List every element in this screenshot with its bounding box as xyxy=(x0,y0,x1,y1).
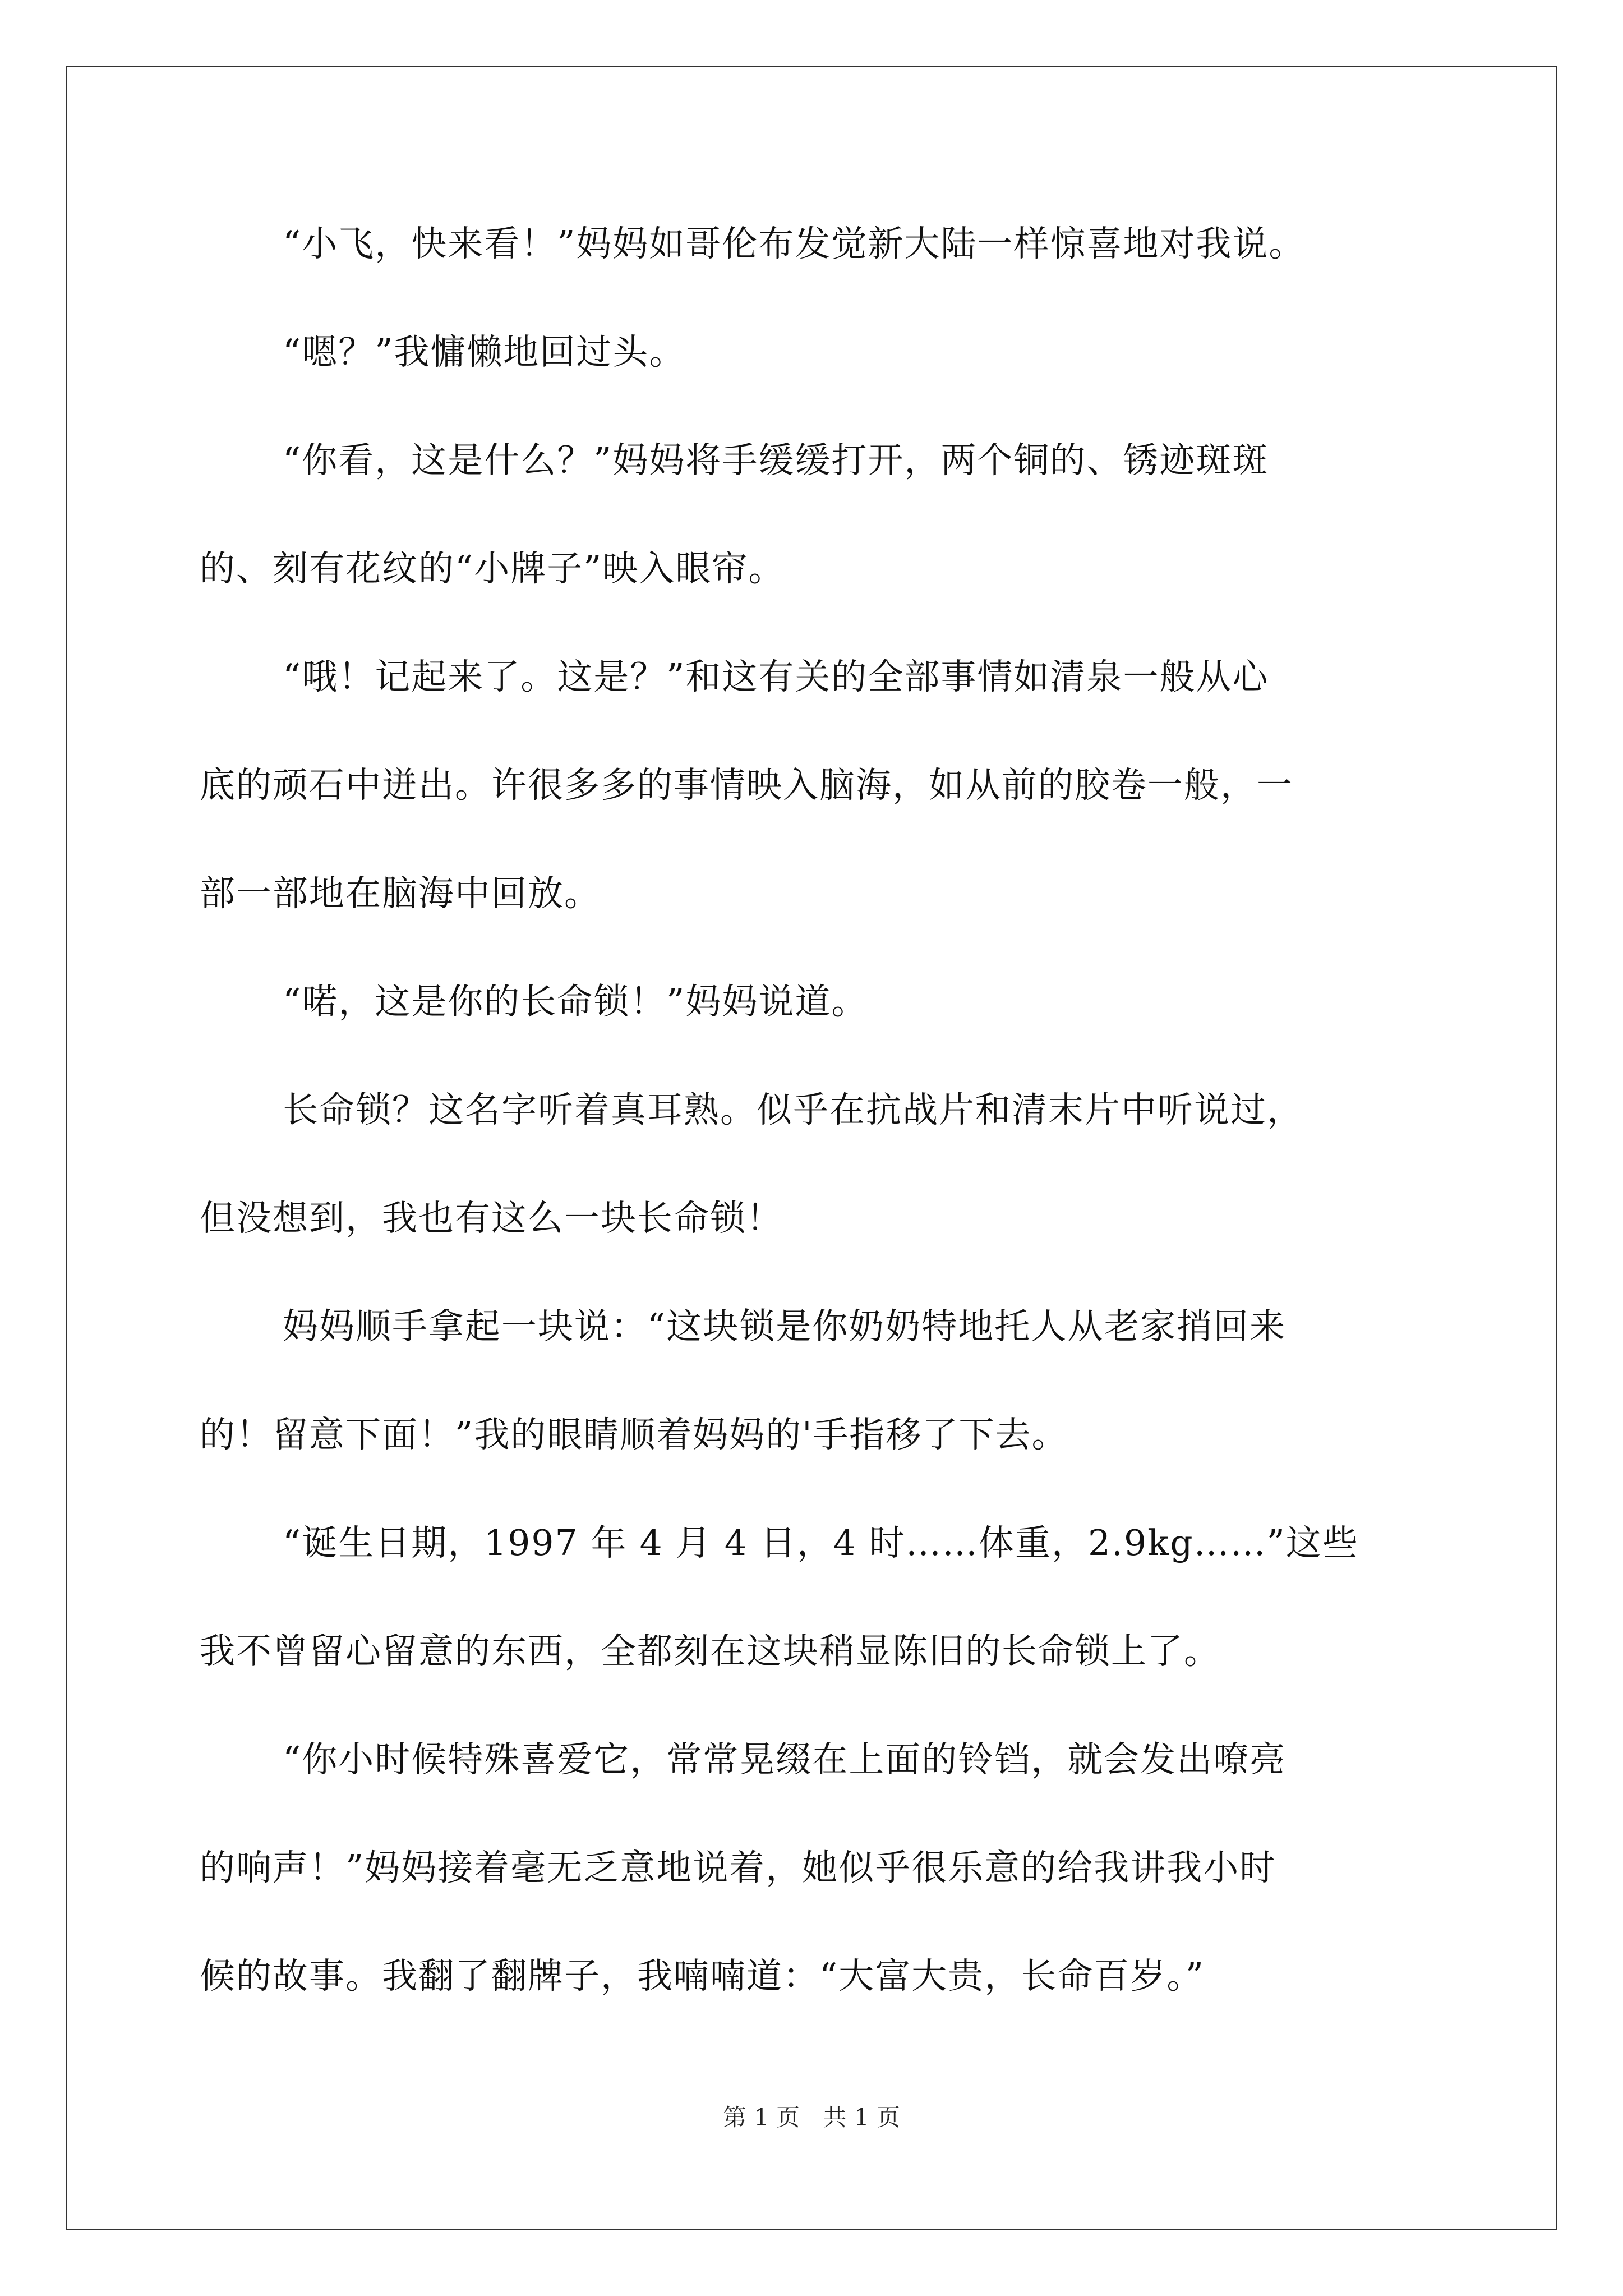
page-footer xyxy=(0,2101,1623,2134)
text-line: 的响声！”妈妈接着毫无乏意地说着，她似乎很乐意的给我讲我小时 xyxy=(200,1847,1276,1888)
text-line: “嗯？”我慵懒地回过头。 xyxy=(283,332,686,372)
text-line: 的！留意下面！”我的眼睛顺着妈妈的'手指移了下去。 xyxy=(200,1414,1068,1455)
text-line: 长命锁？这名字听着真耳熟。似乎在抗战片和清末片中听说过， xyxy=(283,1089,1303,1130)
page-border xyxy=(66,66,1557,2230)
text-line: “喏，这是你的长命锁！”妈妈说道。 xyxy=(283,981,868,1022)
text-line: 候的故事。我翻了翻牌子，我喃喃道：“大富大贵，长命百岁。” xyxy=(200,1955,1205,1996)
text-line: 我不曾留心留意的东西，全都刻在这块稍显陈旧的长命锁上了。 xyxy=(200,1631,1220,1672)
text-line: 部一部地在脑海中回放。 xyxy=(200,873,601,914)
text-line: “诞生日期，1997 年 4 月 4 日，4 时……体重，2.9kg……”这些 xyxy=(283,1522,1359,1563)
page-total: 共 1 页 xyxy=(823,2104,901,2131)
text-line: 的、刻有花纹的“小牌子”映入眼帘。 xyxy=(200,548,785,589)
text-line: 妈妈顺手拿起一块说：“这块锁是你奶奶特地托人从老家捎回来 xyxy=(283,1306,1287,1347)
text-line: “你看，这是什么？”妈妈将手缓缓打开，两个铜的、锈迹斑斑 xyxy=(283,440,1269,481)
text-line: 底的顽石中迸出。许很多多的事情映入脑海，如从前的胶卷一般，一 xyxy=(200,765,1293,806)
text-line: “你小时候特殊喜爱它，常常晃缀在上面的铃铛，就会发出嘹亮 xyxy=(283,1739,1287,1780)
text-line: “哦！记起来了。这是？”和这有关的全部事情如清泉一般从心 xyxy=(283,656,1269,697)
text-line: “小飞，快来看！”妈妈如哥伦布发觉新大陆一样惊喜地对我说。 xyxy=(283,223,1306,264)
text-line: 但没想到，我也有这么一块长命锁！ xyxy=(200,1198,783,1239)
page-number: 第 1 页 xyxy=(722,2104,800,2131)
